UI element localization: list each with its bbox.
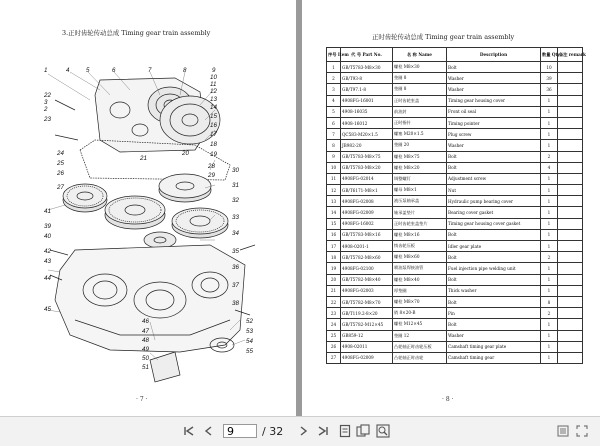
left-page-number: · 7 · [136,396,148,403]
table-row [327,263,583,274]
fullscreen-icon[interactable] [576,425,588,437]
cell-description: Washer [447,330,541,341]
table-row [327,229,583,240]
cell-name: 螺栓 M8×70 [393,296,447,307]
cell-item: 25 [327,330,341,341]
callout-3: 3 [44,99,48,106]
cell-qty: 1 [541,341,558,352]
cell-part-no: 4908FG-16002 [341,218,393,229]
cell-name: 螺塞 M20×1.5 [393,129,447,140]
cell-name: 螺栓 M8×40 [393,274,447,285]
cell-remark [558,252,583,263]
cell-item: 2 [327,73,341,84]
cell-part-no: JB982-20 [341,140,393,151]
cell-part-no: GB/T5783-M8×20 [341,162,393,173]
cell-part-no: GB/T119.2-8×20 [341,308,393,319]
cell-name: 惰齿轮压板 [393,241,447,252]
cell-part-no: GB/T5783-M8×30 [341,62,393,73]
cell-part-no: 4908-16035 [341,106,393,117]
cell-item: 16 [327,229,341,240]
cell-item: 1 [327,62,341,73]
parts-table [326,47,586,364]
cell-part-no: GB/T5783-M8×75 [341,151,393,162]
callout-42: 42 [44,248,51,255]
cell-name: 厚垫圈 [393,285,447,296]
cell-item: 7 [327,129,341,140]
cell-description: Hydraulic pump bearing cover [447,196,541,207]
callout-36: 36 [232,264,239,271]
cell-name: 螺栓 M8×20 [393,162,447,173]
cell-description: Bolt [447,319,541,330]
callout-38: 38 [232,300,239,307]
cell-qty: 1 [541,95,558,106]
cell-description: Adjustment screw [447,173,541,184]
table-row [327,308,583,319]
cell-description: Bearing cover gasket [447,207,541,218]
cell-remark [558,296,583,307]
header-name: 名 称 Name [393,48,447,62]
cell-remark [558,185,583,196]
thumbnail-icon[interactable] [557,425,569,437]
cell-item: 14 [327,207,341,218]
cell-description: Pin [447,308,541,319]
prev-page-icon[interactable] [203,425,215,437]
cell-name: 垫圈 8 [393,84,447,95]
callout-10: 10 [210,74,217,81]
cell-description: Timing gear housing cover [447,95,541,106]
cell-item: 10 [327,162,341,173]
cell-qty: 8 [541,296,558,307]
callout-54: 54 [246,338,253,345]
cell-remark [558,229,583,240]
cell-qty: 1 [541,352,558,363]
cell-description: Plug screw [447,129,541,140]
cell-name: 垫圈 12 [393,330,447,341]
table-row [327,84,583,95]
last-page-icon[interactable] [317,425,329,437]
callout-40: 40 [44,233,51,240]
cell-description: Bolt [447,151,541,162]
cell-item: 22 [327,296,341,307]
cell-remark [558,352,583,363]
cell-part-no: 4908-0201-1 [341,241,393,252]
callout-50: 50 [142,355,149,362]
cell-remark [558,106,583,117]
callout-39: 39 [44,223,51,230]
viewer-toolbar [0,416,600,446]
table-row [327,129,583,140]
cell-name: 垫圈 8 [393,73,447,84]
cell-description: Nut [447,185,541,196]
cell-name: 喷油泵焊接油管 [393,263,447,274]
cell-part-no: 4908FG-02009 [341,352,393,363]
cell-remark [558,173,583,184]
cell-remark [558,151,583,162]
cell-remark [558,129,583,140]
cell-name: 螺母 M8×1 [393,185,447,196]
cell-item: 3 [327,84,341,95]
header-qty: 数量 Qty [541,48,558,62]
cell-remark [558,285,583,296]
cell-qty: 1 [541,207,558,218]
callout-33: 33 [232,214,239,221]
cell-part-no: GB/T5782-M8×70 [341,296,393,307]
callout-7: 7 [148,67,152,74]
table-row [327,185,583,196]
callout-15: 15 [210,113,217,120]
cell-name: 螺栓 M8×30 [393,62,447,73]
cell-qty: 1 [541,140,558,151]
callout-46: 46 [142,318,149,325]
cell-item: 11 [327,173,341,184]
cell-qty: 1 [541,285,558,296]
callout-53: 53 [246,328,253,335]
cell-item: 5 [327,106,341,117]
cell-qty: 1 [541,185,558,196]
table-row [327,296,583,307]
callout-19: 19 [210,151,217,158]
callout-51: 51 [142,364,149,371]
cell-description: Washer [447,84,541,95]
cell-qty: 1 [541,106,558,117]
left-page [0,0,296,416]
cell-name: 前油封 [393,106,447,117]
callout-12: 12 [210,88,217,95]
cell-remark [558,207,583,218]
cell-name: 液压泵轴承盖 [393,196,447,207]
cell-part-no: 4908FG-02003 [341,285,393,296]
cell-remark [558,162,583,173]
header-item: 序号 Item [327,48,341,62]
page-number-input[interactable] [223,424,257,438]
cell-remark [558,308,583,319]
cell-description: Front oil seal [447,106,541,117]
callout-22: 22 [44,92,51,99]
cell-qty: 1 [541,241,558,252]
callout-17: 17 [210,131,217,138]
cell-part-no: 4908-16012 [341,117,393,128]
cell-name: 凸轮轴正时齿轮 [393,352,447,363]
cell-part-no: GB/T5782-M8×60 [341,252,393,263]
cell-name: 正时齿轮室盖 [393,95,447,106]
cell-item: 8 [327,140,341,151]
cell-qty: 4 [541,162,558,173]
cell-remark [558,218,583,229]
table-row [327,117,583,128]
table-row [327,95,583,106]
cell-item: 19 [327,263,341,274]
cell-description: Bolt [447,62,541,73]
cell-qty: 1 [541,129,558,140]
callout-11: 11 [210,81,217,88]
cell-qty: 1 [541,229,558,240]
cell-qty: 2 [541,308,558,319]
header-description: Description [447,48,541,62]
cell-qty: 10 [541,62,558,73]
cell-remark [558,196,583,207]
cell-part-no: 4908-02011 [341,341,393,352]
cell-item: 26 [327,341,341,352]
callout-52: 52 [246,318,253,325]
callout-31: 31 [232,182,239,189]
cell-item: 6 [327,117,341,128]
table-row [327,151,583,162]
callout-9: 9 [212,67,216,74]
cell-qty: 2 [541,252,558,263]
callout-55: 55 [246,348,253,355]
callout-30: 30 [232,167,239,174]
cell-description: Washer [447,73,541,84]
cell-description: Timing gear housing cover gasket [447,218,541,229]
callout-13: 13 [210,96,217,103]
cell-qty: 1 [541,218,558,229]
cell-name: 凸轮轴正时齿轮压板 [393,341,447,352]
callout-4: 4 [66,67,70,74]
cell-item: 12 [327,185,341,196]
table-row [327,106,583,117]
callout-25: 25 [57,160,64,167]
cell-description: Camshaft timing gear plate [447,341,541,352]
table-row [327,241,583,252]
table-row [327,274,583,285]
cell-name: 螺栓 M8×60 [393,252,447,263]
cell-part-no: GB/T93-8 [341,73,393,84]
cell-description: Idler gear plate [447,241,541,252]
cell-part-no: 4908FG-16001 [341,95,393,106]
callout-14: 14 [210,104,217,111]
callout-23: 23 [44,116,51,123]
callout-16: 16 [210,122,217,129]
cell-remark [558,73,583,84]
cell-name: 螺栓 M8×16 [393,229,447,240]
cell-qty: 1 [541,263,558,274]
callout-1: 1 [44,67,48,74]
cell-description: Bolt [447,274,541,285]
cell-item: 21 [327,285,341,296]
callout-47: 47 [142,328,149,335]
cell-part-no: GB/T5782-M8×40 [341,274,393,285]
first-page-icon[interactable] [183,425,195,437]
callout-26: 26 [57,170,64,177]
cell-name: 垫圈 20 [393,140,447,151]
cell-name: 调整螺钉 [393,173,447,184]
cell-part-no: GB/T97.1-8 [341,84,393,95]
callout-28: 28 [208,163,215,170]
cell-item: 18 [327,252,341,263]
fit-page-icon[interactable] [339,424,351,438]
table-row [327,252,583,263]
cell-description: Camshaft timing gear [447,352,541,363]
cell-part-no: GB/T5783-M8×16 [341,229,393,240]
cell-qty: 1 [541,117,558,128]
cell-remark [558,241,583,252]
cell-part-no: 4908FG-02014 [341,173,393,184]
cell-qty: 1 [541,319,558,330]
cell-description: Bolt [447,229,541,240]
cell-description: Bolt [447,296,541,307]
callout-45: 45 [44,306,51,313]
cell-part-no: 4908FG-02008 [341,196,393,207]
callout-43: 43 [44,258,51,265]
cell-name: 正时指针 [393,117,447,128]
cell-description: Fuel injection pipe welding unit [447,263,541,274]
table-row [327,218,583,229]
table-row [327,196,583,207]
cell-remark [558,95,583,106]
table-row [327,162,583,173]
cell-remark [558,330,583,341]
cell-part-no: GB/T6171-M8×1 [341,185,393,196]
callout-8: 8 [183,67,187,74]
table-row [327,341,583,352]
cell-description: Timing pointer [447,117,541,128]
header-part-no: 代 号 Part No. [341,48,393,62]
table-row [327,330,583,341]
cell-description: Bolt [447,162,541,173]
cell-item: 15 [327,218,341,229]
callout-32: 32 [232,197,239,204]
cell-qty: 1 [541,196,558,207]
callout-41: 41 [44,208,51,215]
callout-34: 34 [232,230,239,237]
callout-18: 18 [210,141,217,148]
callout-29: 29 [208,172,215,179]
cell-name: 螺栓 M12×45 [393,319,447,330]
callout-21: 21 [140,155,147,162]
cell-part-no: 4908FG-02100 [341,263,393,274]
table-row [327,140,583,151]
zoom-icon[interactable] [376,424,390,438]
cell-part-no: GB859-12 [341,330,393,341]
cell-item: 23 [327,308,341,319]
cell-name: 销 8×20-B [393,308,447,319]
callout-48: 48 [142,337,149,344]
callout-27: 27 [57,184,64,191]
right-page-title: 正时齿轮传动总成 Timing gear train assembly [372,33,515,41]
cell-remark [558,274,583,285]
table-row [327,352,583,363]
callout-20: 20 [182,150,189,157]
callout-49: 49 [142,346,149,353]
right-page [302,0,600,416]
cell-item: 9 [327,151,341,162]
cell-item: 4 [327,95,341,106]
left-page-title: 3.正时齿轮传动总成 Timing gear train assembly [62,29,211,37]
callout-6: 6 [112,67,116,74]
cell-qty: 2 [541,151,558,162]
cell-name: 螺栓 M8×75 [393,151,447,162]
cell-qty: 39 [541,73,558,84]
table-row [327,73,583,84]
cell-description: Washer [447,140,541,151]
callout-24: 24 [57,150,64,157]
callout-35: 35 [232,248,239,255]
table-row [327,207,583,218]
cell-item: 20 [327,274,341,285]
cell-remark [558,62,583,73]
callout-37: 37 [232,282,239,289]
cell-remark [558,341,583,352]
two-page-icon[interactable] [356,424,370,438]
cell-remark [558,117,583,128]
table-header-row [327,48,583,62]
cell-item: 17 [327,241,341,252]
cell-description: Thick washer [447,285,541,296]
cell-qty: 1 [541,173,558,184]
table-row [327,62,583,73]
page-total-label: / 32 [262,425,284,438]
cell-description: Bolt [447,252,541,263]
cell-item: 13 [327,196,341,207]
cell-qty: 36 [541,84,558,95]
table-row [327,319,583,330]
next-page-icon[interactable] [297,425,309,437]
cell-qty: 1 [541,274,558,285]
cell-name: 轴承盖垫片 [393,207,447,218]
cell-item: 24 [327,319,341,330]
cell-remark [558,84,583,95]
table-row [327,173,583,184]
cell-remark [558,319,583,330]
cell-remark [558,263,583,274]
callout-44: 44 [44,275,51,282]
cell-name: 正时齿轮室盖垫片 [393,218,447,229]
table-row [327,285,583,296]
header-remark: 备注 remark [558,48,583,62]
cell-part-no: 4908FG-02009 [341,207,393,218]
cell-remark [558,140,583,151]
cell-item: 27 [327,352,341,363]
callout-5: 5 [86,67,90,74]
cell-qty: 1 [541,330,558,341]
right-page-number: · 8 · [442,396,454,403]
cell-part-no: QC583-M20×1.5 [341,129,393,140]
cell-part-no: GB/T5782-M12×45 [341,319,393,330]
callout-2: 2 [44,106,48,113]
